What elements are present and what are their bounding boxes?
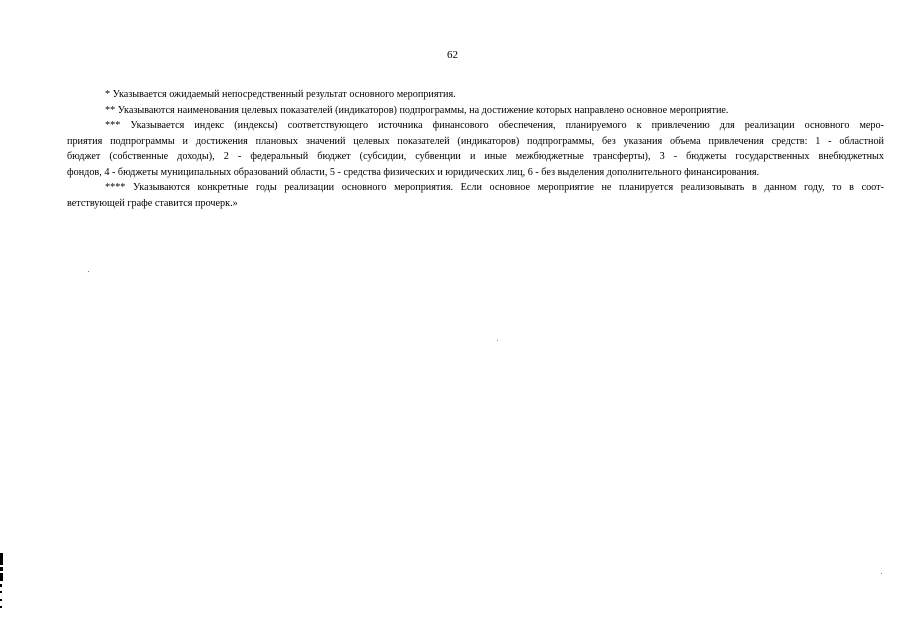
footnote-1: * Указывается ожидаемый непосредственный результат основного мероприятия. (105, 89, 456, 100)
scan-speck (881, 573, 882, 574)
footnote-3 (67, 118, 884, 180)
scan-edge-mark (0, 553, 4, 613)
footnote-3-line-2: приятия подпрограммы и достижения плановых значений целевых показателей (индикаторов) подпрограммы, без указания объема привлечения средств: 1 - областной (67, 135, 884, 147)
footnote-4 (67, 180, 884, 211)
scan-speck (497, 340, 498, 341)
footnote-4-line-2: ветствующей графе ставится прочерк.» (67, 197, 238, 209)
page-number: 62 (447, 49, 458, 61)
scan-speck (88, 271, 89, 272)
footnote-3-line-4: фондов, 4 - бюджеты муниципальных образований области, 5 - средства физических и юридических лиц, 6 - без выделения дополнительного финансирования. (67, 166, 760, 178)
footnote-2: ** Указываются наименования целевых показателей (индикаторов) подпрограммы, на достижение которых направлено основное мероприятие. (105, 104, 729, 116)
footnote-4-line-1: **** Указываются конкретные годы реализации основного мероприятия. Если основное мероприятие не планируется реализовывать в данном году, то в соот- (105, 182, 884, 193)
footnotes (67, 87, 884, 211)
footnote-3-line-1: *** Указывается индекс (индексы) соответствующего источника финансового обеспечения, планируемого к привлечению для реализации основного меро- (105, 120, 884, 131)
footnote-3-line-3: бюджет (собственные доходы), 2 - федеральный бюджет (субсидии, субвенции и иные межбюджетные трансферты), 3 - бюджеты государственных внебюджетных (67, 151, 884, 162)
